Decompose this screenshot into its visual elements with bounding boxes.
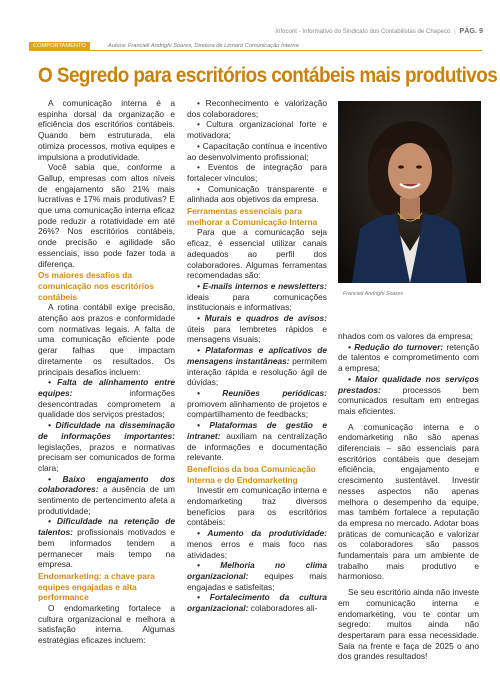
subheading: Ferramentas essenciais para melhorar a Comunicação Interna	[187, 206, 318, 227]
column-2	[187, 98, 327, 614]
page-number: PÁG. 9	[459, 26, 483, 35]
list-item: • Capacitação contínua e incentivo ao desenvolvimento profissional;	[187, 140, 327, 162]
column-1	[38, 98, 175, 646]
bullet-item: • Dificuldade na disseminação de informações importantes: legislações, prazos e normativas precisam ser comunicados de forma clara;	[38, 420, 175, 473]
paragraph: nhados com os valores da empresa;	[338, 331, 474, 341]
bullet-item: • E-mails internos e newsletters: ideais para comunicações institucionais e informativas;	[187, 280, 327, 313]
bullet-item: • Plataformas e aplicativos de mensagens instantâneas: permitem interação rápida e resolução ágil de dúvidas;	[187, 345, 327, 388]
bullet-item: • Maior qualidade nos serviços prestados: processos bem comunicados resultam em entregas mais eficientes.	[338, 373, 479, 416]
bullet-item: • Plataformas de gestão e intranet: auxiliam na centralização de informações e documentação relevante.	[187, 420, 327, 463]
paragraph: A comunicação interna é a espinha dorsal da organização e eficiência dos escritórios contábeis. Quando bem estruturada, ela otimiza processos, motiva equipes e impulsiona a produtividade.	[38, 98, 175, 162]
list-item: • Eventos de integração para fortalecer vínculos;	[187, 162, 327, 183]
portrait-illustration	[338, 101, 481, 283]
list-item: • Cultura organizacional forte e motivadora;	[187, 119, 327, 141]
bullet-item: • Reuniões periódicas: promovem alinhamento de projetos e compartilhamento de feedbacks;	[187, 387, 327, 420]
article-title: O Segredo para escritórios contábeis mais produtivos	[38, 64, 498, 87]
author-byline: Autora: Francieli Andrighi Soares, Diretora de Linnard Comunicação Interna	[108, 43, 299, 49]
list-item: • Reconhecimento e valorização dos colaboradores;	[187, 98, 327, 119]
paragraph: Para que a comunicação seja eficaz, é essencial utilizar canais adequados ao perfil dos colaboradores. Algumas ferramentas recomendadas são:	[187, 227, 327, 281]
bullet-item: • Baixo engajamento dos colaboradores: a ausência de um sentimento de pertencimento afeta a produtividade;	[38, 473, 175, 516]
section-tag: COMPORTAMENTO	[29, 42, 90, 51]
page-header	[0, 26, 483, 35]
paragraph: Você sabia que, conforme a Gallup, empresas com altos níveis de engajamento são 21% mais lucrativas e 17% mais produtivas? E que uma comunicação interna eficaz pode reduzir a rotatividade em até 26%? Nos escritórios contábeis, onde precisão e agilidade são essenciais, isso pode fazer toda a diferença.	[38, 162, 175, 269]
column-3	[338, 331, 479, 662]
subheading: Os maiores desafios da comunicação nos escritórios contábeis	[38, 270, 154, 302]
bullet-item: • Melhoria no clima organizacional: equipes mais engajadas e satisfeitas;	[187, 560, 327, 592]
author-photo	[338, 101, 481, 283]
paragraph: Investir em comunicação interna e endomarketing traz diversos benefícios para os escritórios contábeis:	[187, 485, 327, 528]
section-bar	[29, 42, 482, 51]
paragraph: Se seu escritório ainda não investe em comunicação interna e endomarketing, vou te contar um segredo: muitos ainda não despertaram para essa necessidade. Saia na frente e faça de 2025 o ano dos grandes resultados!	[338, 587, 479, 662]
list-item: • Comunicação transparente e alinhada aos objetivos da empresa.	[187, 183, 327, 205]
paragraph: A comunicação interna e o endomarketing não são apenas diferenciais – são essenciais para escritórios contábeis que desejam eficiência, engajamento e crescimento sustentável. Investir nesses aspectos não apenas melhora o desempenho da equipe, mas também fortalece a reputação da empresa no mercado. Adotar boas práticas de comunicação e valorizar os colaboradores são passos fundamentais para um ambiente de trabalho mais produtivo e harmonioso.	[338, 421, 479, 582]
paragraph: A rotina contábil exige precisão, atenção aos prazos e conformidade com normativas legais. A falta de uma comunicação eficiente pode gerar falhas que impactam diretamente os resultados. Os principais desafios incluem:	[38, 302, 175, 377]
bullet-item: • Aumento da produtividade: menos erros e mais foco nas atividades;	[187, 528, 327, 560]
bullet-item: • Falta de alinhamento entre equipes: informações desencontradas comprometem a qualidade dos serviços prestados;	[38, 377, 175, 420]
bullet-item: • Murais e quadros de avisos: úteis para lembretes rápidos e mensagens visuais;	[187, 313, 327, 345]
paragraph: O endomarketing fortalece a cultura organizacional e melhora a satisfação interna. Algumas estratégias eficazes incluem:	[38, 603, 175, 646]
subheading: Endomarketing: a chave para equipes engajadas e alta performance	[38, 570, 155, 603]
photo-caption: Francieli Andrighi Soares	[343, 291, 404, 297]
bullet-item: • Redução do turnover: retenção de talentos e comprometimento com a empresa;	[338, 341, 479, 374]
bullet-item: • Fortalecimento da cultura organizacional: colaboradores ali-	[187, 592, 327, 614]
subheading: Benefícios da boa Comunicação Interna e do Endomarketing	[187, 463, 316, 485]
publication-name: Infocont - Informativo do Sindicato dos Contabilistas de Chapecó	[275, 28, 451, 35]
header-separator: |	[454, 28, 456, 35]
bullet-item: • Dificuldade na retenção de talentos: profissionais motivados e bem informados tendem a permanecer mais tempo na empresa.	[38, 516, 175, 570]
